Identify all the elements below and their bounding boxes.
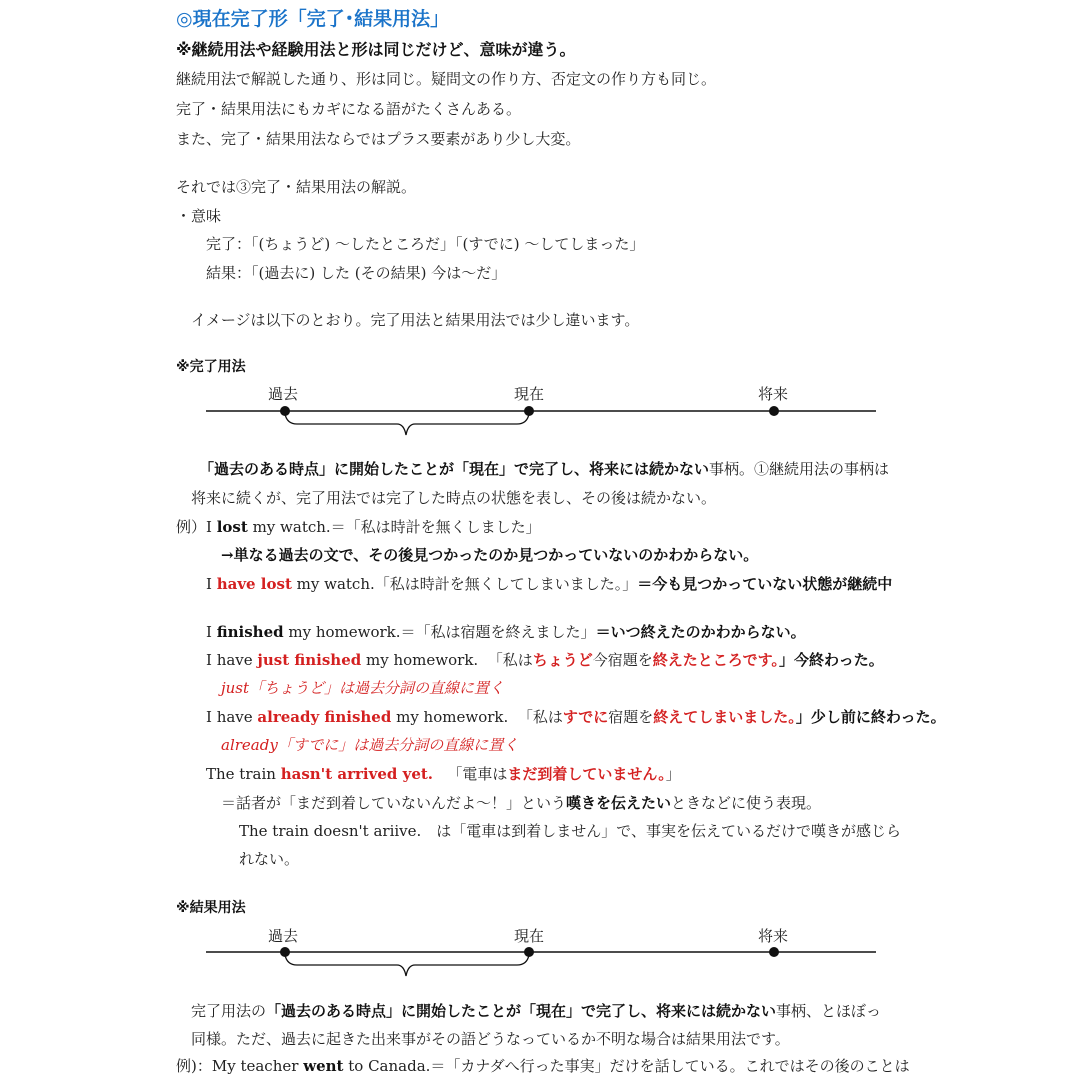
result-desc-line-2: 同様。ただ、過去に起きた出来事がその語どうなっているか不明な場合は結果用法です。	[191, 1030, 790, 1048]
complete-timeline	[0, 400, 1080, 440]
complete-example-6-note: ＝話者が「まだ到着していないんだよ～！」という嘆きを伝えたいときなどに使う表現。	[221, 794, 822, 812]
complete-timeline-future-dot	[769, 406, 779, 416]
complete-example-3: I finished my homework.＝「私は宿題を終えました」＝いつ終えたのかわからない。	[206, 623, 806, 641]
complete-desc-line-2: 将来に続くが、完了用法では完了した時点の状態を表し、その後は続かない。	[191, 489, 717, 507]
image-note: イメージは以下のとおり。完了用法と結果用法では少し違います。	[191, 311, 640, 329]
result-example-1: 例)：My teacher went to Canada.＝「カナダへ行った事実」だけを話している。これではその後のことは	[176, 1057, 910, 1075]
complete-timeline-brace	[285, 414, 529, 435]
complete-heading: ※完了用法	[176, 359, 246, 375]
page-title: ◎現在完了形「完了･結果用法」	[176, 8, 450, 30]
result-heading: ※結果用法	[176, 900, 246, 916]
complete-example-6-sub-2: れない。	[239, 850, 300, 868]
complete-example-4-note: just「ちょうど」は過去分詞の直線に置く	[221, 679, 505, 697]
complete-example-5: I have already finished my homework. 「私はすでに宿題を終えてしまいました。」少し前に終わった。	[206, 708, 946, 726]
intro-line-1: 継続用法で解説した通り、形は同じ。疑問文の作り方、否定文の作り方も同じ。	[176, 70, 717, 88]
page-subtitle: ※継続用法や経験用法と形は同じだけど、意味が違う。	[176, 40, 576, 59]
result-timeline-future-dot	[769, 947, 779, 957]
result-timeline-past-label: 過去	[268, 927, 299, 945]
result-desc-line-1: 完了用法の「過去のある時点」に開始したことが「現在」で完了し、将来には続かない事柄、とほぼっ	[191, 1002, 882, 1020]
intro-line-2: 完了・結果用法にもカギになる語がたくさんある。	[176, 100, 522, 118]
complete-example-4: I have just finished my homework. 「私はちょうど今宿題を終えたところです。」今終わった。	[206, 651, 884, 669]
complete-example-2: I have lost my watch.「私は時計を無くしてしまいました。」＝今も見つかっていない状態が継続中	[206, 575, 893, 593]
complete-timeline-present-label: 現在	[514, 385, 545, 403]
meaning-result: 結果：「(過去に) した (その結果) 今は～だ」	[206, 264, 507, 282]
complete-example-5-note: already「すでに」は過去分詞の直線に置く	[221, 736, 519, 754]
lead-line: それでは③完了・結果用法の解説。	[176, 178, 417, 196]
complete-example-1-note: →単なる過去の文で、その後見つかったのか見つかっていないのかわからない。	[221, 546, 759, 564]
complete-desc-line-1: 「過去のある時点」に開始したことが「現在」で完了し、将来には続かない事柄。①継続用法の事柄は	[199, 460, 890, 478]
complete-timeline-past-label: 過去	[268, 385, 299, 403]
complete-example-6: The train hasn't arrived yet. 「電車はまだ到着していません。」	[206, 765, 681, 783]
result-timeline-brace	[285, 955, 529, 976]
meaning-complete: 完了：「(ちょうど) ～したところだ」「(すでに) ～してしまった」	[206, 235, 645, 253]
result-timeline	[0, 941, 1080, 981]
meaning-label: ・意味	[176, 207, 222, 225]
complete-example-6-sub-1: The train doesn't ariive. は「電車は到着しません」で、事実を伝えているだけで嘆きが感じら	[239, 822, 901, 840]
complete-timeline-future-label: 将来	[758, 385, 789, 403]
complete-example-1: 例）I lost my watch.＝「私は時計を無くしました」	[176, 518, 541, 536]
result-timeline-future-label: 将来	[758, 927, 789, 945]
result-timeline-present-label: 現在	[514, 927, 545, 945]
intro-line-3: また、完了・結果用法ならではプラス要素があり少し大変。	[176, 130, 581, 148]
